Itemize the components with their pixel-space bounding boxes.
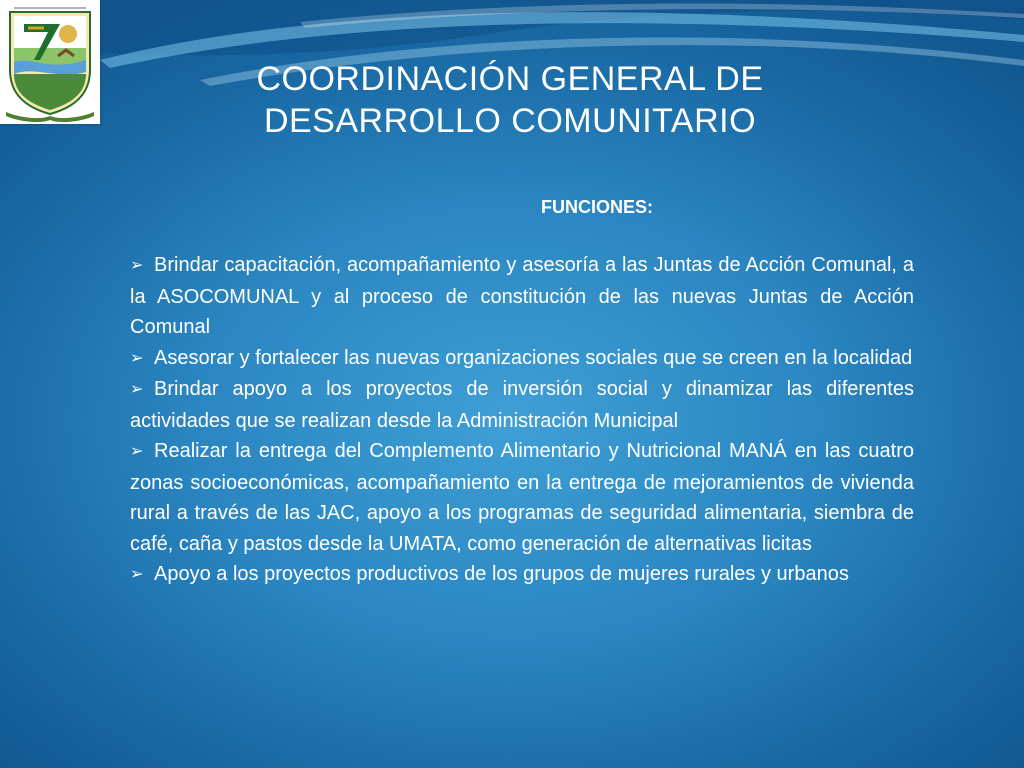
list-item-text: Apoyo a los proyectos productivos de los grupos de mujeres rurales y urbanos [154,563,849,585]
slide-title [160,58,860,142]
arrow-bullet-icon: ➢ [130,443,144,460]
arrow-bullet-icon: ➢ [130,566,144,583]
funciones-list [130,250,914,591]
arrow-bullet-icon: ➢ [130,349,144,367]
list-item-text: Asesorar y fortalecer las nuevas organizaciones sociales que se creen en la localidad [154,346,913,369]
title-line-1: COORDINACIÓN GENERAL DE [256,60,764,98]
list-item [130,436,914,559]
list-item-text: Brindar capacitación, acompañamiento y asesoría a las Juntas de Acción Comunal, a la ASOCOMUNAL y al proceso de constitución de las nuevas Juntas de Acción Comunal [130,254,914,338]
list-item [130,374,914,436]
municipal-coat-of-arms-icon [0,0,100,124]
list-item [130,559,914,591]
arrow-bullet-icon: ➢ [130,257,144,274]
title-line-2: DESARROLLO COMUNITARIO [263,102,757,140]
arrow-bullet-icon: ➢ [130,381,144,398]
list-item [130,250,914,343]
list-item-text: Realizar la entrega del Complemento Alimentario y Nutricional MANÁ en las cuatro zonas socioeconómicas, acompañamiento en la entrega de mejoramientos de vivienda rural a través de las JAC, apoyo a los programas de seguridad alimentaria, siembra de café, caña y pastos desde la UMATA, como generación de alternativas licitas [130,440,914,555]
funciones-heading: FUNCIONES: [541,197,653,217]
list-item [130,343,914,375]
list-item-text: Brindar apoyo a los proyectos de inversión social y dinamizar las diferentes actividades que se realizan desde la Administración Municipal [130,378,914,432]
